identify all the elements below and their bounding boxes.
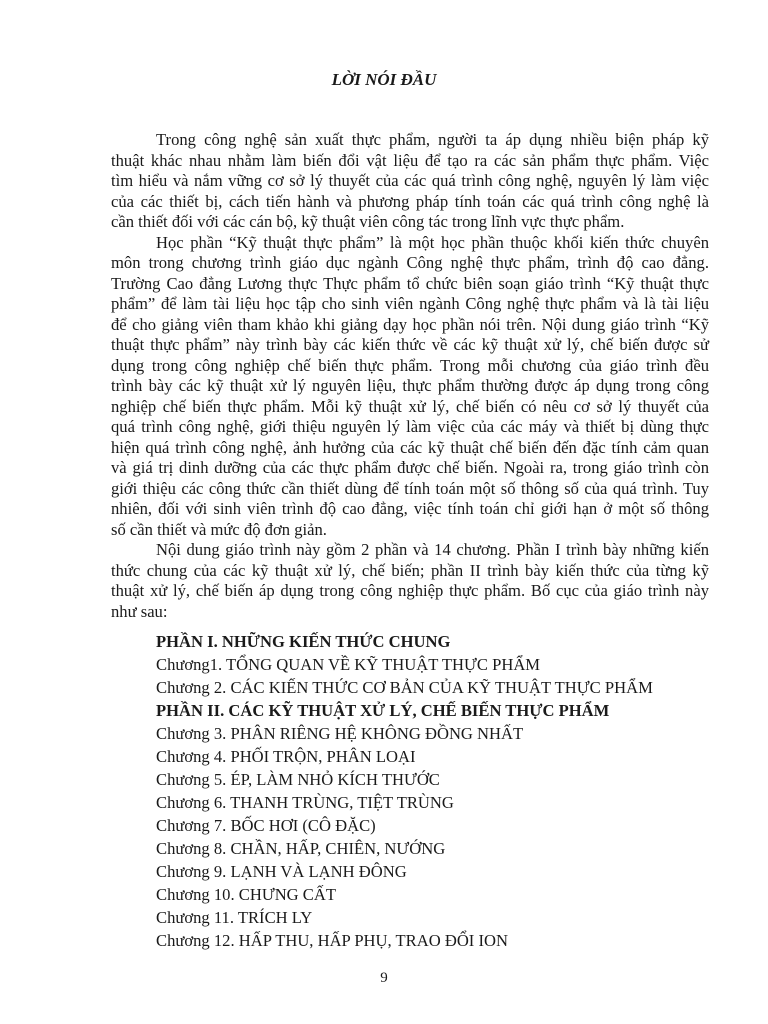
toc-chapter-item: Chương 2. CÁC KIẾN THỨC CƠ BẢN CỦA KỸ THUẬT THỰC PHẨM	[156, 678, 653, 697]
paragraph-line: trình bày các kỹ thuật xử lý nguyên liệu, thực phẩm thường được áp dụng trong công	[111, 376, 709, 395]
toc-chapter-item: Chương 10. CHƯNG CẤT	[156, 885, 336, 904]
paragraph-line: môn trong chương trình giáo dục ngành Công nghệ thực phẩm, trình độ cao đẳng.	[111, 253, 709, 272]
page-number: 9	[380, 970, 388, 986]
toc-chapter-item: Chương 4. PHỐI TRỘN, PHÂN LOẠI	[156, 747, 416, 766]
paragraph-line: nhiên, đối với sinh viên trình độ cao đẳng, việc tính toán chỉ giới hạn ở một số thông	[111, 499, 709, 518]
toc-chapter-item: Chương 6. THANH TRÙNG, TIỆT TRÙNG	[156, 793, 454, 812]
paragraph-line: thuật thực phẩm” này trình bày các kiến thức về các kỹ thuật xử lý, chế biến được sử	[111, 335, 709, 354]
paragraph-line: Trong công nghệ sản xuất thực phẩm, người ta áp dụng nhiều biện pháp kỹ	[156, 130, 709, 149]
toc-chapter-item: Chương 12. HẤP THU, HẤP PHỤ, TRAO ĐỔI ION	[156, 931, 508, 950]
paragraph-line: và giá trị dinh dưỡng của các thực phẩm được chế biến. Ngoài ra, trong giáo trình còn	[111, 458, 709, 477]
paragraph-line: quá trình công nghệ, giới thiệu nguyên lý làm việc của các máy và thiết bị dùng thực	[111, 417, 709, 436]
paragraph-line: để cho giảng viên tham khảo khi giảng dạy học phần nói trên. Nội dung giáo trình “Kỹ	[111, 314, 709, 334]
toc-chapter-item: Chương 8. CHẦN, HẤP, CHIÊN, NƯỚNG	[156, 839, 446, 858]
paragraph-line: Nội dung giáo trình này gồm 2 phần và 14 chương. Phần I trình bày những kiến	[156, 540, 709, 559]
paragraph-line: Trường Cao đẳng Lương thực Thực phẩm tổ chức biên soạn giáo trình “Kỹ thuật thực	[111, 273, 709, 293]
paragraph-line: tìm hiểu và nắm vững cơ sở lý thuyết của các quá trình công nghệ, nguyên lý làm việc	[111, 171, 709, 190]
paragraph-line: phẩm” để làm tài liệu học tập cho sinh viên ngành Công nghệ thực phẩm và là tài liệu	[111, 294, 709, 313]
table-of-contents	[156, 630, 653, 952]
preface-body	[111, 130, 709, 622]
paragraph-line: cần thiết đối với các cán bộ, kỹ thuật viên công tác trong lĩnh vực thực phẩm.	[111, 212, 625, 231]
toc-chapter-item: Chương 9. LẠNH VÀ LẠNH ĐÔNG	[156, 862, 407, 881]
paragraph-line: thuật khác nhau nhằm làm biến đổi vật liệu để tạo ra các sản phẩm thực phẩm. Việc	[111, 150, 709, 170]
toc-part-heading: PHẦN II. CÁC KỸ THUẬT XỬ LÝ, CHẾ BIẾN THỰC PHẨM	[156, 701, 610, 720]
toc-chapter-item: Chương 3. PHÂN RIÊNG HỆ KHÔNG ĐỒNG NHẤT	[156, 724, 524, 743]
paragraph-line: giới thiệu các công thức cần thiết dùng để tính toán một số thông số của quá trình. Tuy	[111, 478, 709, 498]
paragraph-line: số cần thiết và mức độ đơn giản.	[111, 519, 327, 539]
page-title: LỜI NÓI ĐẦU	[331, 70, 437, 89]
paragraph-line: Học phần “Kỹ thuật thực phẩm” là một học phần thuộc khối kiến thức chuyên	[156, 232, 709, 252]
paragraph-line: thức chung của các kỹ thuật xử lý, chế biến; phần II trình bày kiến thức của từng kỹ	[111, 560, 709, 580]
paragraph-line: dụng trong công nghiệp chế biến thực phẩm. Trong mỗi chương của giáo trình đều	[111, 355, 709, 375]
toc-part-heading: PHẦN I. NHỮNG KIẾN THỨC CHUNG	[156, 632, 451, 651]
paragraph-line: của các thiết bị, cách tiến hành và phương pháp tính toán các quá trình công nghệ là	[111, 191, 709, 211]
paragraph-line: thuật xử lý, chế biến áp dụng trong công nghiệp thực phẩm. Bố cục của giáo trình này	[111, 581, 709, 600]
paragraph-line: nghiệp chế biến thực phẩm. Mỗi kỹ thuật xử lý, chế biến có nêu cơ sở lý thuyết của	[111, 396, 709, 416]
paragraph-line: hiện quá trình công nghệ, ảnh hưởng của các kỹ thuật chế biến đến đặc tính cảm quan	[111, 437, 709, 457]
toc-chapter-item: Chương 11. TRÍCH LY	[156, 908, 313, 927]
toc-chapter-item: Chương1. TỔNG QUAN VỀ KỸ THUẬT THỰC PHẨM	[156, 655, 541, 674]
toc-chapter-item: Chương 7. BỐC HƠI (CÔ ĐẶC)	[156, 816, 376, 835]
toc-chapter-item: Chương 5. ÉP, LÀM NHỎ KÍCH THƯỚC	[156, 770, 440, 789]
paragraph-line: như sau:	[111, 601, 168, 621]
